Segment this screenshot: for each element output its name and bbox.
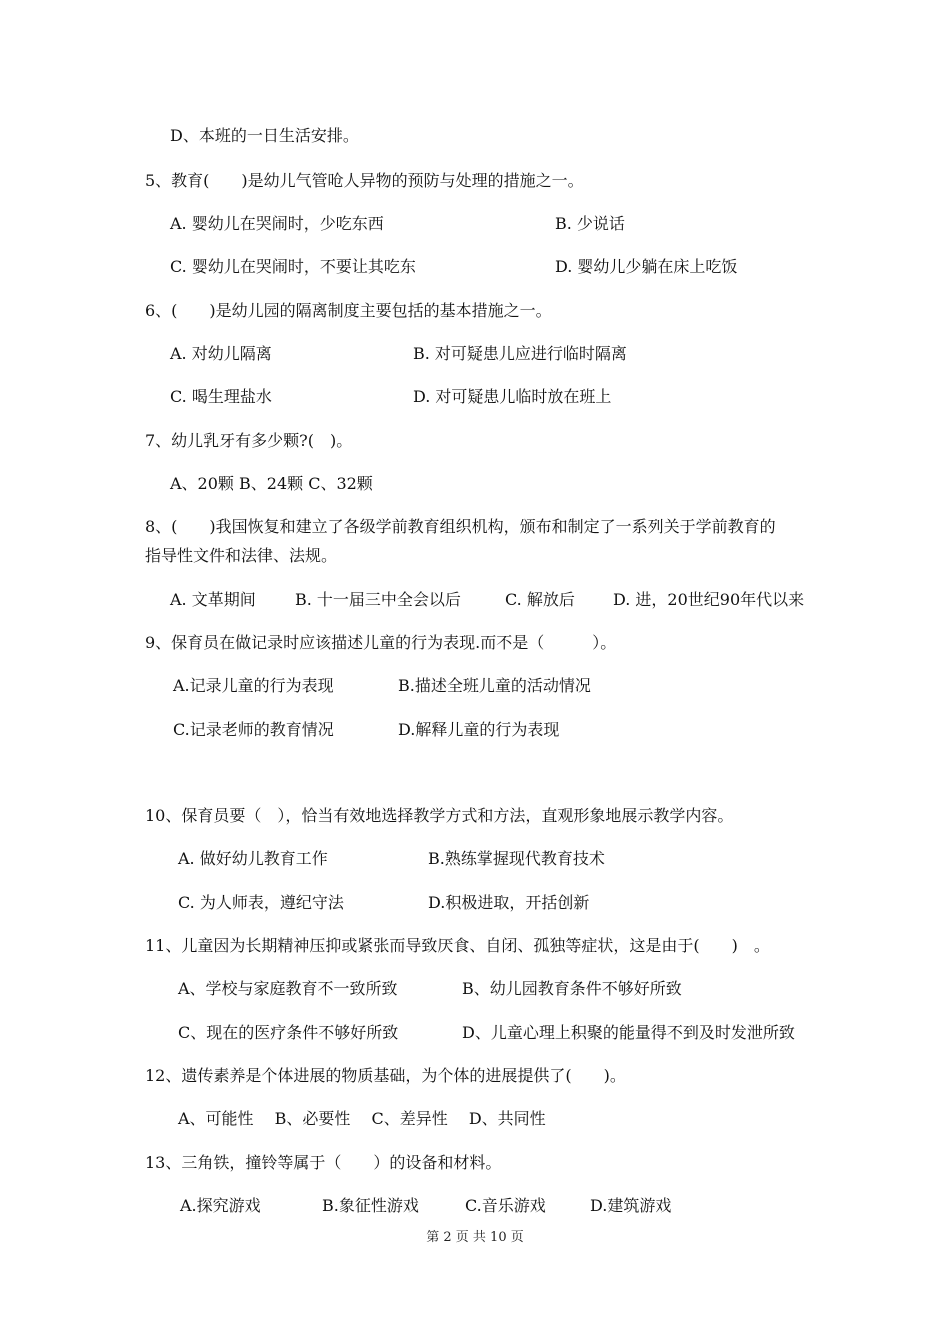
question-6: 6、( )是幼儿园的隔离制度主要包括的基本措施之一。 — [145, 301, 552, 320]
q9-option-a: A.记录儿童的行为表现 — [173, 676, 334, 695]
q11-option-a: A、学校与家庭教育不一致所致 — [178, 979, 398, 998]
q6-option-a: A. 对幼儿隔离 — [170, 344, 272, 363]
q8-option-d: D. 进，20世纪90年代以来 — [613, 590, 805, 609]
q10-option-a: A. 做好幼儿教育工作 — [178, 849, 328, 868]
q6-option-c: C. 喝生理盐水 — [170, 387, 272, 406]
q9-option-d: D.解释儿童的行为表现 — [398, 720, 560, 739]
q13-option-b: B.象征性游戏 — [322, 1196, 419, 1215]
q4-option-d: D、本班的一日生活安排。 — [170, 126, 359, 145]
page-footer: 第 2 页 共 10 页 — [426, 1230, 524, 1245]
q8-option-b: B. 十一届三中全会以后 — [295, 590, 461, 609]
q7-options: A、20颗 B、24颗 C、32颗 — [170, 474, 373, 493]
q11-option-b: B、幼儿园教育条件不够好所致 — [462, 979, 682, 998]
q9-option-b: B.描述全班儿童的活动情况 — [398, 676, 591, 695]
question-12: 12、遗传素养是个体进展的物质基础，为个体的进展提供了( )。 — [145, 1066, 626, 1085]
q9-option-c: C.记录老师的教育情况 — [173, 720, 334, 739]
q8-option-c: C. 解放后 — [505, 590, 575, 609]
question-13: 13、三角铁，撞铃等属于（ ）的设备和材料。 — [145, 1153, 502, 1172]
q5-option-a: A. 婴幼儿在哭闹时，少吃东西 — [170, 214, 384, 233]
q13-option-d: D.建筑游戏 — [590, 1196, 672, 1215]
q6-option-d: D. 对可疑患儿临时放在班上 — [413, 387, 612, 406]
question-10: 10、保育员要（ ），恰当有效地选择教学方式和方法，直观形象地展示教学内容。 — [145, 806, 734, 825]
q13-option-c: C.音乐游戏 — [465, 1196, 546, 1215]
question-5: 5、教育( )是幼儿气管呛人异物的预防与处理的措施之一。 — [145, 171, 584, 190]
q10-option-d: D.积极进取，开括创新 — [428, 893, 590, 912]
question-9: 9、保育员在做记录时应该描述儿童的行为表现.而不是（ ）。 — [145, 633, 617, 652]
q13-option-a: A.探究游戏 — [180, 1196, 261, 1215]
q6-option-b: B. 对可疑患儿应进行临时隔离 — [413, 344, 627, 363]
q5-option-b: B. 少说话 — [555, 214, 625, 233]
q5-option-c: C. 婴幼儿在哭闹时，不要让其吃东 — [170, 257, 416, 276]
q10-option-b: B.熟练掌握现代教育技术 — [428, 849, 605, 868]
question-8-line-2: 指导性文件和法律、法规。 — [145, 546, 338, 565]
question-7: 7、幼儿乳牙有多少颗?( )。 — [145, 431, 353, 450]
question-11: 11、儿童因为长期精神压抑或紧张而导致厌食、自闭、孤独等症状，这是由于( ) 。 — [145, 936, 770, 955]
question-8-line-1: 8、( )我国恢复和建立了各级学前教育组织机构，颁布和制定了一系列关于学前教育的 — [145, 517, 776, 536]
q10-option-c: C. 为人师表，遵纪守法 — [178, 893, 344, 912]
q12-options: A、可能性 B、必要性 C、差异性 D、共同性 — [178, 1109, 546, 1128]
q11-option-d: D、儿童心理上积聚的能量得不到及时发泄所致 — [462, 1023, 795, 1042]
q8-option-a: A. 文革期间 — [170, 590, 256, 609]
q11-option-c: C、现在的医疗条件不够好所致 — [178, 1023, 399, 1042]
q5-option-d: D. 婴幼儿少躺在床上吃饭 — [555, 257, 738, 276]
